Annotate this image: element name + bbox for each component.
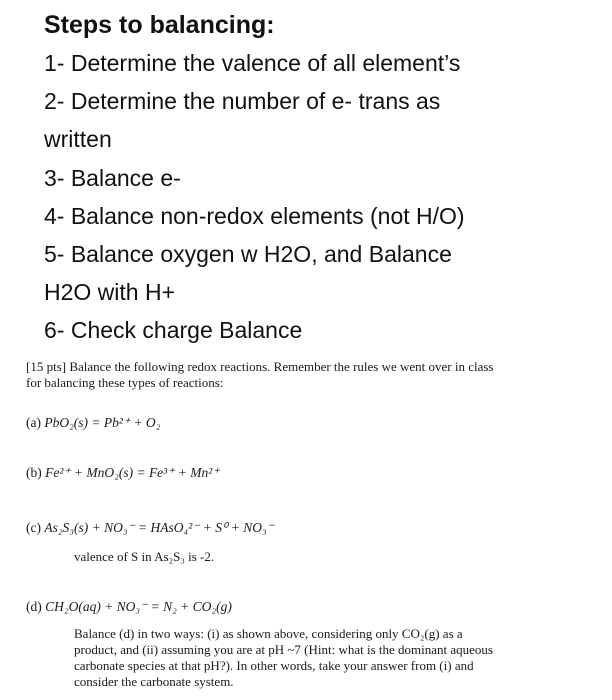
reaction-d <box>26 598 596 616</box>
step-2-continued: written <box>44 126 112 153</box>
reaction-c <box>26 519 596 537</box>
reaction-d-label: (d) <box>26 599 42 614</box>
reaction-a-label: (a) <box>26 415 41 430</box>
problem-intro-line-2: for balancing these types of reactions: <box>26 375 224 390</box>
reaction-d-note-line-2: product, and (ii) assuming you are at pH ~7 (Hint: what is the dominant aqueous <box>74 642 493 657</box>
problem-intro-line-1: [15 pts] Balance the following redox reactions. Remember the rules we went over in class <box>26 359 494 374</box>
step-4: 4- Balance non-redox elements (not H/O) <box>44 202 465 229</box>
notes-title: Steps to balancing: <box>44 11 275 39</box>
step-3: 3- Balance e- <box>44 164 181 191</box>
step-1: 1- Determine the valence of all element’s <box>44 50 461 76</box>
handwritten-notes <box>44 6 604 350</box>
reaction-d-note-line-1: Balance (d) in two ways: (i) as shown above, considering only CO₂(g) as a <box>74 626 463 641</box>
step-5: 5- Balance oxygen w H2O, and Balance <box>44 241 452 268</box>
problem-statement <box>26 359 596 690</box>
step-2: 2- Determine the number of e- trans as <box>44 88 441 115</box>
step-5-continued: H2O with H+ <box>44 279 176 306</box>
step-6: 6- Check charge Balance <box>44 317 303 344</box>
reaction-b-equation: Fe²⁺ + MnO₂(s) = Fe³⁺ + Mn²⁺ <box>45 465 220 480</box>
reaction-b <box>26 464 596 482</box>
reaction-a-equation: PbO₂(s) = Pb²⁺ + O₂ <box>44 415 161 430</box>
reaction-d-note <box>26 626 596 690</box>
reaction-c-note: valence of S in As₂S₃ is -2. <box>74 549 215 564</box>
reaction-c-equation: As₂S₃(s) + NO₃⁻ = HAsO₄²⁻ + S⁰ + NO₃⁻ <box>44 520 274 535</box>
reaction-d-note-line-3: carbonate species at that pH?). In other words, take your answer from (i) and <box>74 658 474 673</box>
reaction-d-note-line-4: consider the carbonate system. <box>74 674 234 689</box>
reaction-a <box>26 414 596 432</box>
reaction-d-equation: CH₂O(aq) + NO₃⁻ = N₂ + CO₂(g) <box>45 599 232 614</box>
reaction-b-label: (b) <box>26 465 42 480</box>
reaction-c-label: (c) <box>26 520 41 535</box>
